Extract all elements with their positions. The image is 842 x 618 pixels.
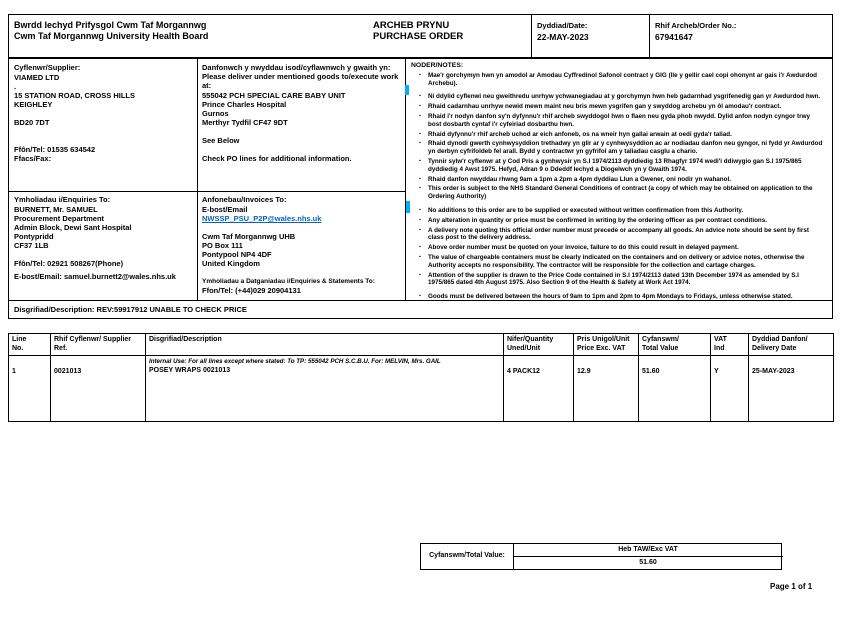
col-header-unit-price: Pris Unigol/Unit Price Exc. VAT <box>574 334 639 356</box>
main-band <box>8 58 833 301</box>
order-no-value: 67941647 <box>655 32 693 42</box>
square-bullet-icon: ▪ <box>419 157 421 164</box>
note-item: ▪ Tynnir sylw'r cyflenwr at y Cod Pris a gynhwysir yn S.I 1974/2113 dyddiedig 13 Rhagfyr 1974 wedi'i ddiwygio gan S.I 1975/865 dyddiedig 4 Awst 1975. Hefyd, Adran 9 o Ddeddf Iechyd a Diogelwch yn y Gwaith 1974. <box>419 157 802 173</box>
notes-section <box>405 59 834 300</box>
square-bullet-icon: ▪ <box>419 103 421 110</box>
note-item: ▪ Attention of the supplier is drawn to the Price Code contained in S.I 1974/2113 dated 13th December 1974 as amended by S.I 1975/865 dated 4th August 1975. Also Section 9 of the Health & Safety at Work Act 1974. <box>419 271 799 287</box>
document-title-welsh: ARCHEB PRYNU <box>373 20 450 31</box>
square-bullet-icon: ▪ <box>419 130 421 137</box>
enquiries-address1: Admin Block, Dewi Sant Hospital <box>14 223 132 232</box>
invoices-section <box>197 191 405 300</box>
invoices-label: Anfonebau/Invoices To: <box>202 195 287 204</box>
supplier-address2: KEIGHLEY <box>14 100 53 109</box>
note-item: ▪ Goods must be delivered between the hours of 9am to 1pm and 2pm to 4pm Mondays to Fridays, unless otherwise stated. <box>419 293 793 301</box>
note-item: ▪ Rhaid cadarnhau unrhyw newid mewn maint neu bris mewn ysgrifen gan y swyddog archebu yn ôl amodau'r contract. <box>419 103 782 111</box>
col-header-description: Disgrifiad/Description <box>146 334 504 356</box>
document-title <box>373 20 463 42</box>
enquiries-department: Procurement Department <box>14 214 105 223</box>
enquiries-address2: Pontypridd <box>14 232 54 241</box>
invoices-address2: Pontypool NP4 4DF <box>202 250 272 259</box>
square-bullet-icon: ▪ <box>419 244 421 251</box>
col-header-vat-ind: VAT Ind <box>711 334 749 356</box>
note-item: ▪ Rhaid danfon nwyddau rhwng 9am a 1pm a 2pm a 4pm dyddiau Llun a Gwener, oni nodir yn wahanol. <box>419 175 731 183</box>
square-bullet-icon: ▪ <box>419 140 421 147</box>
square-bullet-icon: ▪ <box>419 185 421 192</box>
supplier-telephone: Ffôn/Tel: 01535 634542 <box>14 145 96 154</box>
page-number: Page 1 of 1 <box>770 582 813 591</box>
deliver-to-line2: Prince Charles Hospital <box>202 100 287 109</box>
deliver-to-line4: Merthyr Tydfil CF47 9DT <box>202 118 288 127</box>
note-item: ▪ The value of chargeable containers must be clearly indicated on the containers and on delivery or advice notes, otherwise the Authority accepts no responsibility. The contractor will be responsible for the collection and cartage charges. <box>419 253 805 269</box>
invoices-org: Cwm Taf Morgannwg UHB <box>202 232 296 241</box>
org-name-english: Cwm Taf Morgannwg University Health Board <box>14 31 209 41</box>
org-name-welsh: Bwrdd Iechyd Prifysgol Cwm Taf Morgannwg <box>14 20 207 30</box>
supplier-postcode: BD20 7DT <box>14 118 50 127</box>
square-bullet-icon: ▪ <box>419 253 421 260</box>
supplier-dot: . <box>14 82 17 91</box>
divider <box>531 15 532 57</box>
note-item: ▪ This order is subject to the NHS Standard General Conditions of contract (a copy of which may be obtained on application to the Ordering Authority) <box>419 185 813 201</box>
check-po-note: Check PO lines for additional information. <box>202 154 352 163</box>
square-bullet-icon: ▪ <box>419 93 421 100</box>
cell-supplier-ref: 0021013 <box>51 356 146 422</box>
date-label: Dyddiad/Date: <box>537 21 588 30</box>
table-row <box>9 356 834 422</box>
square-bullet-icon: ▪ <box>419 112 421 119</box>
invoices-address3: United Kingdom <box>202 259 260 268</box>
cell-total-value: 51.60 <box>639 356 711 422</box>
supplier-section <box>9 59 197 191</box>
enquiries-label: Ymholiadau i/Enquiries To: <box>14 195 111 204</box>
square-bullet-icon: ▪ <box>419 71 421 78</box>
note-item: ▪ Ni ddylid cyflenwi neu gweithredu unrhyw ychwanegiadau at y gorchymyn hwn heb gadarnhad ysgrifenedig gan yr Awdurdod hwn. <box>419 93 821 101</box>
cell-description <box>146 356 504 422</box>
invoices-email-label: E-bost/Email <box>202 205 248 214</box>
line-items-table <box>8 333 834 422</box>
note-item: ▪ A delivery note quoting this official order number must precede or accompany all goods. An advice note should be sent by first class post to the delivery address. <box>419 226 809 242</box>
divider <box>649 15 650 57</box>
description-label: Disgrifiad/Description: <box>14 305 95 314</box>
invoices-address1: PO Box 111 <box>202 241 243 250</box>
internal-use-note: Internal Use: For all lines except where stated: To TP: 555042 PCH S.C.B.U. For: MELVIN, Mrs. GAIL <box>149 358 441 365</box>
invoices-email-link[interactable]: NWSSP_PSU_P2P@wales.nhs.uk <box>202 214 322 223</box>
highlight-mark <box>405 85 409 95</box>
deliver-to-line3: Gurnos <box>202 109 229 118</box>
deliver-to-line1: 555042 PCH SPECIAL CARE BABY UNIT <box>202 91 346 100</box>
square-bullet-icon: ▪ <box>419 226 421 233</box>
enquiries-name: BURNETT, Mr. SAMUEL <box>14 205 98 214</box>
note-item: ▪ Above order number must be quoted on your invoice, failure to do this could result in delayed payment. <box>419 244 739 252</box>
enquiries-telephone: Ffôn/Tel: 02921 508267(Phone) <box>14 259 124 268</box>
deliver-to-section <box>197 59 405 191</box>
col-header-delivery-date: Dyddiad Danfon/ Delivery Date <box>749 334 834 356</box>
square-bullet-icon: ▪ <box>419 206 421 213</box>
order-no-label: Rhif Archeb/Order No.: <box>655 21 737 30</box>
note-item: ▪ Rhaid i'r nodyn danfon sy'n dyfynnu'r rhif archeb swyddogol hwn o flaen neu gyda phob nwydd. Dylid anfon nodyn cyngor trwy bost dosbarth cyntaf i'r cyfeiriad dosbarthu hwn. <box>419 112 810 128</box>
total-value-label: Cyfanswm/Total Value: <box>429 552 505 559</box>
totals-box <box>420 543 782 570</box>
description-value: REV:59917912 UNABLE TO CHECK PRICE <box>96 305 247 314</box>
note-item: ▪ Rhaid dyfynnu'r rhif archeb uchod ar eich anfoneb, os na wneir hyn gallai arwain at oedi gyda'r taliad. <box>419 130 732 138</box>
item-description: POSEY WRAPS 0021013 <box>149 366 231 374</box>
cell-delivery-date: 25-MAY-2023 <box>749 356 834 422</box>
note-item: ▪ Rhaid dynodi gwerth cynhwysyddion trethadwy yn glir ar y cynhwysyddion ac ar nodiadau danfon neu gyngor, ni fydd yr Awdurdod yn derbyn cyfrifoldeb fel arall. Bydd y contractwr yn gyfrifol am y taliadau casglu a chario. <box>419 140 823 156</box>
supplier-name: VIAMED LTD <box>14 73 60 82</box>
square-bullet-icon: ▪ <box>419 175 421 182</box>
enquiries-postcode: CF37 1LB <box>14 241 49 250</box>
enquiries-section <box>9 191 197 300</box>
col-header-line-no: Line No. <box>9 334 51 356</box>
supplier-label: Cyflenwr/Supplier: <box>14 63 81 72</box>
square-bullet-icon: ▪ <box>419 216 421 223</box>
date-value: 22-MAY-2023 <box>537 32 589 42</box>
deliver-to-label: Danfonwch y nwyddau isod/cyflawnwch y gwaith yn: Please deliver under mentioned goods to/execute work at: <box>202 63 399 90</box>
total-value-amount: 51.60 <box>639 559 657 566</box>
order-number-cell <box>655 21 830 42</box>
cell-line-no: 1 <box>9 356 51 422</box>
note-item: ▪ Mae'r gorchymyn hwn yn amodol ar Amodau Cyffredinol Safonol contract y GIG (lle y gellir cael copi ohonynt ar gais i'r Awdurdod Archebu). <box>419 71 818 87</box>
notes-label: NODER/NOTES: <box>411 62 464 69</box>
supplier-address1: 15 STATION ROAD, CROSS HILLS <box>14 91 135 100</box>
note-item: ▪ Any alteration in quantity or price must be confirmed in writing by the ordering officer as per contract conditions. <box>419 216 768 224</box>
col-header-supplier-ref: Rhif Cyflenwr/ Supplier Ref. <box>51 334 146 356</box>
cell-unit-price: 12.9 <box>574 356 639 422</box>
highlight-mark <box>406 201 410 213</box>
col-header-quantity: Nifer/Quantity Uned/Unit <box>504 334 574 356</box>
description-row <box>8 300 833 319</box>
col-header-total-value: Cyfanswm/ Total Value <box>639 334 711 356</box>
square-bullet-icon: ▪ <box>419 293 421 300</box>
cell-quantity: 4 PACK12 <box>504 356 574 422</box>
statements-telephone: Ffon/Tel: (+44)029 20904131 <box>202 286 301 295</box>
header-band <box>8 14 833 58</box>
supplier-fax: Ffacs/Fax: <box>14 154 52 163</box>
enquiries-email: E-bost/Email: samuel.burnett2@wales.nhs.uk <box>14 272 176 281</box>
cell-vat-ind: Y <box>711 356 749 422</box>
square-bullet-icon: ▪ <box>419 271 421 278</box>
document-title-english: PURCHASE ORDER <box>373 31 464 42</box>
see-below-note: See Below <box>202 136 240 145</box>
note-item: ▪ No additions to this order are to be supplied or executed without written confirmation from this Authority. <box>419 206 744 214</box>
order-date-cell <box>537 21 647 42</box>
statements-label: Ymholiadau a Datganiadau i/Enquiries & Statements To: <box>202 278 375 285</box>
exc-vat-label: Heb TAW/Exc VAT <box>618 546 678 553</box>
